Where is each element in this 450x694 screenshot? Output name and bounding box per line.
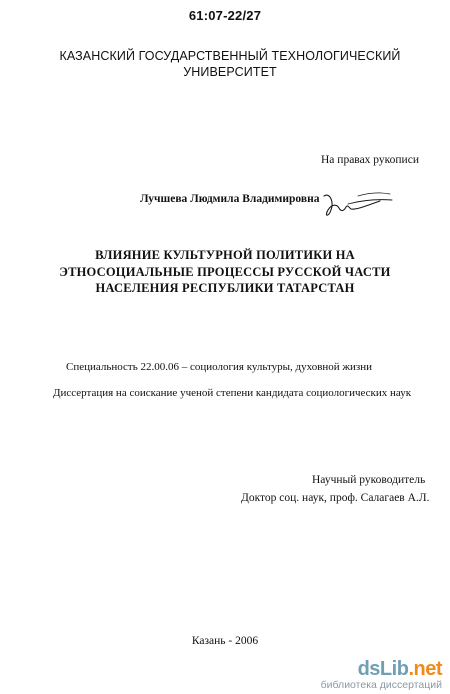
handwritten-signature xyxy=(318,186,398,226)
dslib-logo-accent: .net xyxy=(408,657,442,680)
dslib-logo-main: dsLib xyxy=(357,657,409,680)
dslib-subtitle: библиотека диссертаций xyxy=(320,678,442,691)
dslib-logo xyxy=(321,659,442,679)
author-name: Лучшева Людмила Владимировна xyxy=(140,193,320,205)
supervisor-label: Научный руководитель xyxy=(312,474,426,486)
dissertation-title-line-1: ВЛИЯНИЕ КУЛЬТУРНОЙ ПОЛИТИКИ НА xyxy=(95,248,355,262)
rights-note: На правах рукописи xyxy=(321,154,419,166)
dissertation-title xyxy=(30,247,420,297)
university-name-line-2: УНИВЕРСИТЕТ xyxy=(183,65,277,79)
dslib-watermark xyxy=(321,659,442,691)
specialty-line: Специальность 22.00.06 – социология культуры, духовной жизни xyxy=(66,361,373,373)
supervisor-name: Доктор соц. наук, проф. Салагаев А.Л. xyxy=(241,492,430,504)
university-name xyxy=(40,48,420,80)
city-year: Казань - 2006 xyxy=(191,635,259,647)
university-name-line-1: КАЗАНСКИЙ ГОСУДАРСТВЕННЫЙ ТЕХНОЛОГИЧЕСКИЙ xyxy=(59,49,401,63)
dissertation-title-line-2: ЭТНОСОЦИАЛЬНЫЕ ПРОЦЕССЫ РУССКОЙ ЧАСТИ xyxy=(59,264,391,279)
library-stamp-number: 61:07-22/27 xyxy=(188,8,262,23)
dissertation-title-line-3: НАСЕЛЕНИЯ РЕСПУБЛИКИ ТАТАРСТАН xyxy=(95,281,355,295)
degree-note: Диссертация на соискание ученой степени кандидата социологических наук xyxy=(53,387,412,399)
